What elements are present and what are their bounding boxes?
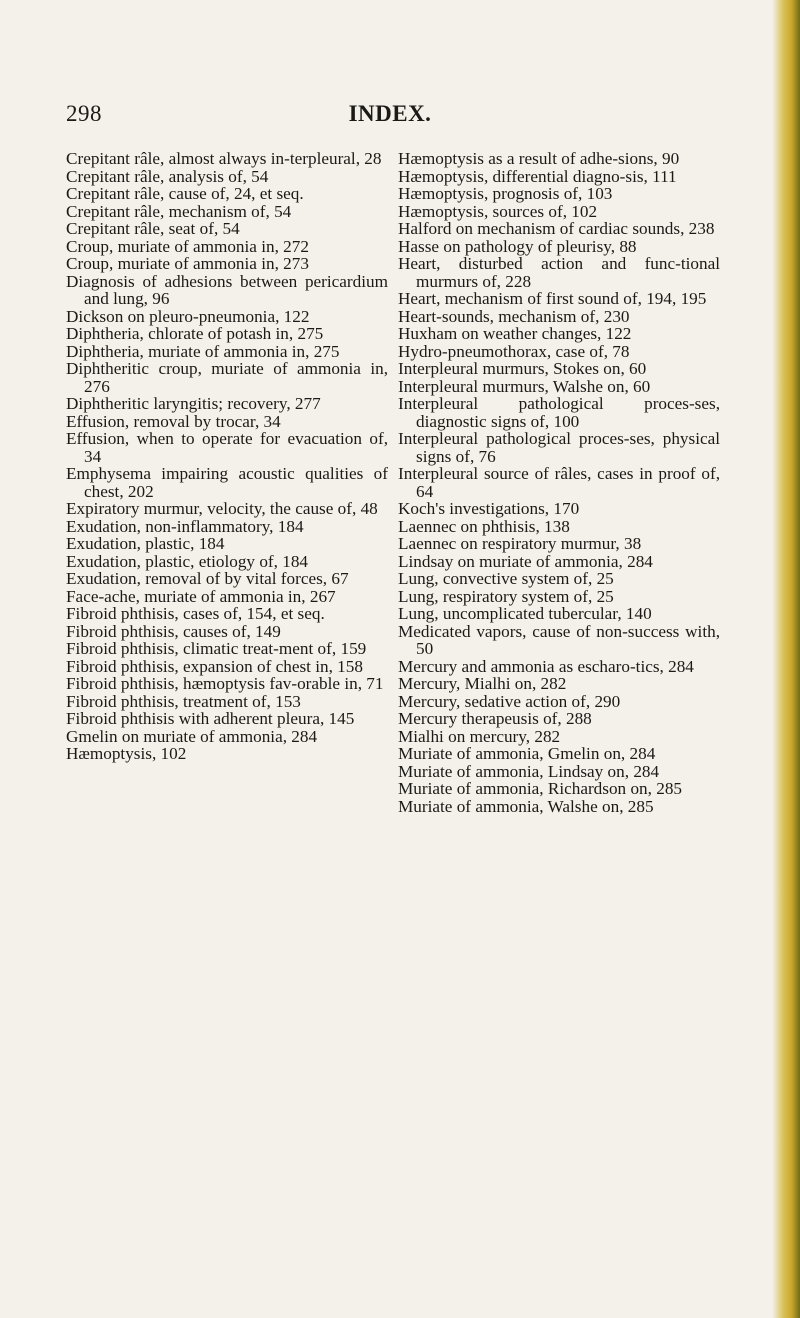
index-entry: Face-ache, muriate of ammonia in, 267: [66, 586, 336, 606]
running-title: INDEX.: [348, 101, 432, 126]
index-entry: Croup, muriate of ammonia in, 272: [66, 236, 309, 256]
index-entry: Hæmoptysis, differential diagno-sis, 111: [398, 166, 677, 186]
index-entry: Koch's investigations, 170: [398, 499, 580, 518]
index-entry: Interpleural murmurs, Walshe on, 60: [398, 376, 651, 396]
index-entry: Interpleural pathological proces-ses, diagnostic signs of, 100: [398, 394, 720, 431]
index-entry: Mialhi on mercury, 282: [398, 726, 561, 746]
index-entry: Muriate of ammonia, Lindsay on, 284: [398, 761, 660, 781]
page-number: 298: [66, 101, 102, 126]
index-entry: Expiratory murmur, velocity, the cause of, 48: [66, 499, 378, 518]
index-entry: Muriate of ammonia, Gmelin on, 284: [398, 744, 656, 763]
index-entry: Lindsay on muriate of ammonia, 284: [398, 551, 653, 571]
index-entry: Emphysema impairing acoustic qualities of chest, 202: [66, 464, 388, 501]
index-entry: Mercury, Mialhi on, 282: [398, 674, 567, 693]
index-entry: Heart, mechanism of first sound of, 194, 195: [398, 289, 707, 308]
index-entry: Crepitant râle, mechanism of, 54: [66, 201, 292, 221]
index-entry: Hæmoptysis, 102: [66, 744, 187, 763]
index-column-right: [398, 150, 720, 815]
index-entry: Hasse on pathology of pleurisy, 88: [398, 236, 637, 256]
index-entry: Diagnosis of adhesions between pericardium and lung, 96: [66, 271, 388, 308]
index-entry: Fibroid phthisis, treatment of, 153: [66, 691, 301, 711]
index-entry: Crepitant râle, cause of, 24, et seq.: [66, 184, 304, 203]
index-entry: Medicated vapors, cause of non-success with, 50: [398, 621, 720, 658]
index-entry: Hæmoptysis, sources of, 102: [398, 201, 598, 221]
index-entry: Heart-sounds, mechanism of, 230: [398, 306, 630, 326]
page-edge-stain: [772, 0, 800, 1318]
index-entry: Effusion, when to operate for evacuation of, 34: [66, 429, 388, 466]
index-column-left: [66, 150, 388, 763]
index-entry: Lung, convective system of, 25: [398, 569, 614, 588]
index-entry: Hydro-pneumothorax, case of, 78: [398, 341, 630, 361]
index-entry: Hæmoptysis, prognosis of, 103: [398, 184, 613, 203]
index-entry: Crepitant râle, analysis of, 54: [66, 166, 269, 186]
index-entry: Halford on mechanism of cardiac sounds, 238: [398, 219, 715, 238]
index-entry: Crepitant râle, almost always in-terpleural, 28: [66, 149, 382, 168]
index-entry: Fibroid phthisis, cases of, 154, et seq.: [66, 604, 325, 623]
index-entry: Crepitant râle, seat of, 54: [66, 219, 240, 238]
index-entry: Huxham on weather changes, 122: [398, 324, 632, 343]
index-entry: Interpleural pathological proces-ses, physical signs of, 76: [398, 429, 720, 466]
index-entry: Fibroid phthisis with adherent pleura, 145: [66, 709, 355, 728]
page-header: [0, 101, 780, 131]
index-entry: Diphtheria, muriate of ammonia in, 275: [66, 341, 340, 361]
index-entry: Effusion, removal by trocar, 34: [66, 411, 281, 431]
index-entry: Interpleural source of râles, cases in proof of, 64: [398, 464, 720, 501]
index-entry: Exudation, removal of by vital forces, 67: [66, 569, 349, 588]
index-entry: Muriate of ammonia, Walshe on, 285: [398, 796, 654, 816]
index-entry: Diphtheritic croup, muriate of ammonia in, 276: [66, 359, 388, 396]
index-entry: Interpleural murmurs, Stokes on, 60: [398, 359, 647, 378]
index-entry: Fibroid phthisis, causes of, 149: [66, 621, 281, 641]
index-entry: Muriate of ammonia, Richardson on, 285: [398, 779, 683, 798]
index-entry: Diphtheritic laryngitis; recovery, 277: [66, 394, 321, 413]
index-entry: Fibroid phthisis, expansion of chest in, 158: [66, 656, 363, 676]
index-entry: Lung, respiratory system of, 25: [398, 586, 614, 606]
index-entry: Mercury and ammonia as escharo-tics, 284: [398, 656, 694, 676]
index-entry: Exudation, plastic, etiology of, 184: [66, 551, 309, 571]
index-entry: Fibroid phthisis, climatic treat-ment of, 159: [66, 639, 367, 658]
index-entry: Gmelin on muriate of ammonia, 284: [66, 726, 318, 746]
index-entry: Mercury, sedative action of, 290: [398, 691, 621, 711]
index-entry: Laennec on respiratory murmur, 38: [398, 534, 642, 553]
index-entry: Dickson on pleuro-pneumonia, 122: [66, 306, 310, 326]
index-entry: Heart, disturbed action and func-tional murmurs of, 228: [398, 254, 720, 291]
index-entry: Croup, muriate of ammonia in, 273: [66, 254, 309, 273]
index-entry: Hæmoptysis as a result of adhe-sions, 90: [398, 149, 680, 168]
index-entry: Fibroid phthisis, hæmoptysis fav-orable in, 71: [66, 674, 384, 693]
index-entry: Laennec on phthisis, 138: [398, 516, 570, 536]
index-entry: Diphtheria, chlorate of potash in, 275: [66, 324, 324, 343]
index-entry: Mercury therapeusis of, 288: [398, 709, 592, 728]
index-entry: Exudation, plastic, 184: [66, 534, 225, 553]
index-entry: Lung, uncomplicated tubercular, 140: [398, 604, 652, 623]
index-entry: Exudation, non-inflammatory, 184: [66, 516, 304, 536]
